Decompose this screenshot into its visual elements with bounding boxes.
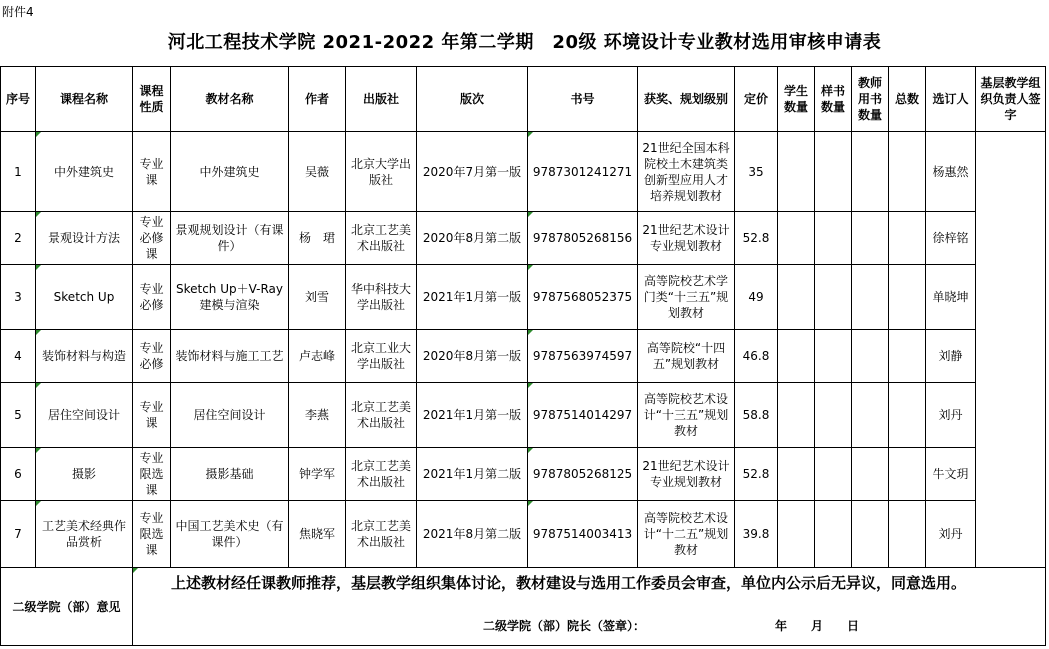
opinion-row [1, 568, 1046, 646]
award-level-cell: 高等院校艺术学门类“十三五”规划教材 [638, 265, 735, 330]
row-number-cell: 1 [1, 132, 36, 212]
header-cell: 课程性质 [133, 67, 171, 132]
header-cell: 总数 [889, 67, 926, 132]
teacher-copy-count-cell[interactable] [852, 448, 889, 501]
sample-count-cell[interactable] [815, 383, 852, 448]
isbn-cell: 9787568052375 [528, 265, 638, 330]
course-name-cell: 装饰材料与构造 [36, 330, 133, 383]
edition-cell: 2021年1月第一版 [417, 383, 528, 448]
course-nature-cell: 专业必修 [133, 330, 171, 383]
teacher-copy-count-cell[interactable] [852, 265, 889, 330]
total-count-cell[interactable] [889, 448, 926, 501]
course-name-cell: 中外建筑史 [36, 132, 133, 212]
isbn-cell: 9787563974597 [528, 330, 638, 383]
opinion-cell[interactable] [133, 568, 1046, 646]
table-row [1, 212, 1046, 265]
teacher-copy-count-cell[interactable] [852, 132, 889, 212]
header-cell: 书号 [528, 67, 638, 132]
edition-cell: 2020年8月第一版 [417, 330, 528, 383]
header-cell: 序号 [1, 67, 36, 132]
award-level-cell: 21世纪艺术设计专业规划教材 [638, 212, 735, 265]
sample-count-cell[interactable] [815, 212, 852, 265]
table-row [1, 132, 1046, 212]
orderer-cell: 刘静 [926, 330, 976, 383]
table-row [1, 330, 1046, 383]
student-count-cell[interactable] [778, 330, 815, 383]
edition-cell: 2021年8月第二版 [417, 501, 528, 568]
course-nature-cell: 专业限选课 [133, 501, 171, 568]
course-name-cell: 工艺美术经典作品赏析 [36, 501, 133, 568]
signature-label: 二级学院（部）院长（签章）： [483, 619, 646, 633]
sample-count-cell[interactable] [815, 448, 852, 501]
price-cell: 52.8 [735, 448, 778, 501]
total-count-cell[interactable] [889, 265, 926, 330]
author-cell: 杨 珺 [289, 212, 346, 265]
textbook-table [0, 66, 1046, 646]
table-row [1, 448, 1046, 501]
author-cell: 钟学军 [289, 448, 346, 501]
teacher-copy-count-cell[interactable] [852, 212, 889, 265]
row-number-cell: 5 [1, 383, 36, 448]
header-cell: 作者 [289, 67, 346, 132]
award-level-cell: 21世纪全国本科院校土木建筑类创新型应用人才培养规划教材 [638, 132, 735, 212]
sample-count-cell[interactable] [815, 330, 852, 383]
sample-count-cell[interactable] [815, 132, 852, 212]
price-cell: 52.8 [735, 212, 778, 265]
orderer-cell: 刘丹 [926, 501, 976, 568]
header-cell: 教师用书数量 [852, 67, 889, 132]
price-cell: 35 [735, 132, 778, 212]
header-cell: 样书数量 [815, 67, 852, 132]
textbook-name-cell: Sketch Up＋V-Ray建模与渲染 [171, 265, 289, 330]
publisher-cell: 北京工艺美术出版社 [346, 448, 417, 501]
opinion-text: 上述教材经任课教师推荐，基层教学组织集体讨论，教材建设与选用工作委员会审查，单位内公示后无异议，同意选用。 [171, 574, 967, 592]
course-name-cell: 摄影 [36, 448, 133, 501]
supervisor-signature-cell[interactable] [976, 132, 1046, 568]
table-row [1, 265, 1046, 330]
header-cell: 定价 [735, 67, 778, 132]
total-count-cell[interactable] [889, 212, 926, 265]
table-row [1, 383, 1046, 448]
orderer-cell: 单晓坤 [926, 265, 976, 330]
student-count-cell[interactable] [778, 501, 815, 568]
row-number-cell: 7 [1, 501, 36, 568]
textbook-name-cell: 居住空间设计 [171, 383, 289, 448]
isbn-cell: 9787805268156 [528, 212, 638, 265]
award-level-cell: 高等院校艺术设计“十二五”规划教材 [638, 501, 735, 568]
course-nature-cell: 专业必修课 [133, 212, 171, 265]
header-cell: 选订人 [926, 67, 976, 132]
award-level-cell: 21世纪艺术设计专业规划教材 [638, 448, 735, 501]
header-cell: 版次 [417, 67, 528, 132]
author-cell: 卢志峰 [289, 330, 346, 383]
total-count-cell[interactable] [889, 132, 926, 212]
publisher-cell: 北京工艺美术出版社 [346, 501, 417, 568]
page-title: 河北工程技术学院 2021-2022 年第二学期 20级 环境设计专业教材选用审核申请表 [167, 32, 882, 53]
orderer-cell: 杨惠然 [926, 132, 976, 212]
student-count-cell[interactable] [778, 448, 815, 501]
header-cell: 学生数量 [778, 67, 815, 132]
publisher-cell: 华中科技大学出版社 [346, 265, 417, 330]
isbn-cell: 9787301241271 [528, 132, 638, 212]
edition-cell: 2021年1月第一版 [417, 265, 528, 330]
isbn-cell: 9787514014297 [528, 383, 638, 448]
course-nature-cell: 专业课 [133, 383, 171, 448]
student-count-cell[interactable] [778, 383, 815, 448]
row-number-cell: 6 [1, 448, 36, 501]
textbook-name-cell: 摄影基础 [171, 448, 289, 501]
price-cell: 39.8 [735, 501, 778, 568]
publisher-cell: 北京大学出版社 [346, 132, 417, 212]
edition-cell: 2021年1月第二版 [417, 448, 528, 501]
isbn-cell: 9787514003413 [528, 501, 638, 568]
price-cell: 49 [735, 265, 778, 330]
teacher-copy-count-cell[interactable] [852, 383, 889, 448]
edition-cell: 2020年8月第二版 [417, 212, 528, 265]
header-cell: 教材名称 [171, 67, 289, 132]
course-name-cell: 居住空间设计 [36, 383, 133, 448]
isbn-cell: 9787805268125 [528, 448, 638, 501]
course-nature-cell: 专业必修 [133, 265, 171, 330]
sample-count-cell[interactable] [815, 501, 852, 568]
attachment-label: 附件4 [2, 5, 34, 19]
textbook-name-cell: 中外建筑史 [171, 132, 289, 212]
orderer-cell: 刘丹 [926, 383, 976, 448]
publisher-cell: 北京工艺美术出版社 [346, 383, 417, 448]
student-count-cell[interactable] [778, 212, 815, 265]
header-row [1, 67, 1046, 132]
date-label: 年 月 日 [775, 619, 860, 633]
price-cell: 46.8 [735, 330, 778, 383]
row-number-cell: 4 [1, 330, 36, 383]
course-name-cell: 景观设计方法 [36, 212, 133, 265]
author-cell: 李燕 [289, 383, 346, 448]
course-nature-cell: 专业限选课 [133, 448, 171, 501]
orderer-cell: 牛文玥 [926, 448, 976, 501]
publisher-cell: 北京工业大学出版社 [346, 330, 417, 383]
textbook-name-cell: 中国工艺美术史（有课件） [171, 501, 289, 568]
price-cell: 58.8 [735, 383, 778, 448]
award-level-cell: 高等院校艺术设计“十三五”规划教材 [638, 383, 735, 448]
header-cell: 基层教学组织负责人签字 [976, 67, 1046, 132]
row-number-cell: 3 [1, 265, 36, 330]
orderer-cell: 徐梓铭 [926, 212, 976, 265]
header-cell: 课程名称 [36, 67, 133, 132]
total-count-cell[interactable] [889, 383, 926, 448]
textbook-name-cell: 装饰材料与施工工艺 [171, 330, 289, 383]
author-cell: 刘雪 [289, 265, 346, 330]
textbook-name-cell: 景观规划设计（有课件） [171, 212, 289, 265]
author-cell: 吴薇 [289, 132, 346, 212]
edition-cell: 2020年7月第一版 [417, 132, 528, 212]
course-name-cell: Sketch Up [36, 265, 133, 330]
header-cell: 出版社 [346, 67, 417, 132]
teacher-copy-count-cell[interactable] [852, 501, 889, 568]
header-cell: 获奖、规划级别 [638, 67, 735, 132]
publisher-cell: 北京工艺美术出版社 [346, 212, 417, 265]
total-count-cell[interactable] [889, 501, 926, 568]
student-count-cell[interactable] [778, 132, 815, 212]
total-count-cell[interactable] [889, 330, 926, 383]
sample-count-cell[interactable] [815, 265, 852, 330]
course-nature-cell: 专业课 [133, 132, 171, 212]
teacher-copy-count-cell[interactable] [852, 330, 889, 383]
student-count-cell[interactable] [778, 265, 815, 330]
signature-line [133, 618, 1045, 634]
author-cell: 焦晓军 [289, 501, 346, 568]
table-row [1, 501, 1046, 568]
opinion-label: 二级学院（部）意见 [1, 568, 133, 646]
award-level-cell: 高等院校“十四五”规划教材 [638, 330, 735, 383]
row-number-cell: 2 [1, 212, 36, 265]
